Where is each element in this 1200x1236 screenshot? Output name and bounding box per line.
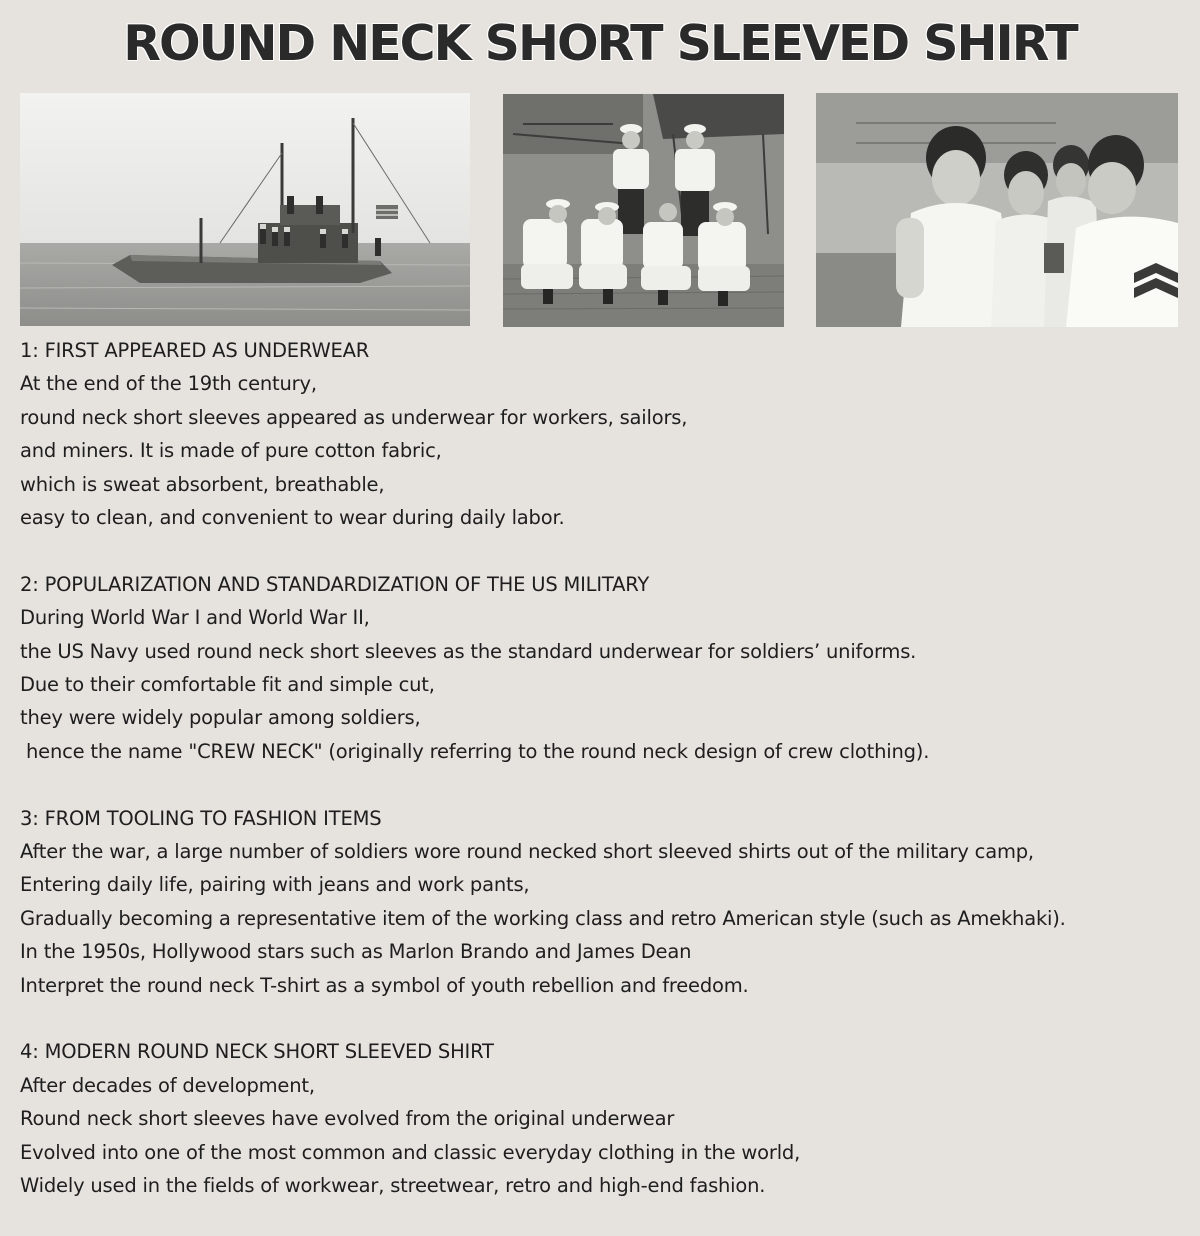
section-line: Round neck short sleeves have evolved from the original underwear (20, 1107, 675, 1131)
section-line: In the 1950s, Hollywood stars such as Marlon Brando and James Dean (20, 940, 692, 964)
section-line: After the war, a large number of soldiers wore round necked short sleeved shirts out of the military camp, (20, 840, 1034, 864)
section-heading: 3: FROM TOOLING TO FASHION ITEMS (20, 806, 382, 830)
section-line: round neck short sleeves appeared as underwear for workers, sailors, (20, 405, 688, 429)
section-line: Entering daily life, pairing with jeans and work pants, (20, 873, 530, 897)
section-line: easy to clean, and convenient to wear during daily labor. (20, 506, 565, 530)
article-body (20, 334, 1190, 1236)
injection-line-photo (816, 93, 1178, 327)
section-line: they were widely popular among soldiers, (20, 706, 421, 730)
section-line: Widely used in the fields of workwear, streetwear, retro and high-end fashion. (20, 1174, 766, 1198)
section-line: Evolved into one of the most common and classic everyday clothing in the world, (20, 1140, 801, 1164)
section-line: Gradually becoming a representative item of the working class and retro American style (such as Amekhaki). (20, 906, 1066, 930)
section-heading: 2: POPULARIZATION AND STANDARDIZATION OF THE US MILITARY (20, 572, 650, 596)
section-line: hence the name "CREW NECK" (originally referring to the round neck design of crew clothing). (20, 739, 930, 763)
section-line: Interpret the round neck T-shirt as a symbol of youth rebellion and freedom. (20, 973, 749, 997)
section-first-appeared (20, 334, 1190, 534)
section-modern-shirt (20, 1035, 1190, 1202)
section-heading: 1: FIRST APPEARED AS UNDERWEAR (20, 339, 370, 362)
page-title: ROUND NECK SHORT SLEEVED SHIRT (123, 15, 1077, 72)
section-line: the US Navy used round neck short sleeves as the standard underwear for soldiers’ uniforms. (20, 639, 917, 663)
section-tooling-to-fashion (20, 802, 1190, 1002)
sailors-group-photo (503, 94, 784, 327)
section-line: At the end of the 19th century, (20, 372, 317, 396)
section-line: During World War I and World War II, (20, 606, 370, 630)
section-line: and miners. It is made of pure cotton fabric, (20, 439, 442, 463)
section-us-military (20, 568, 1190, 768)
section-heading: 4: MODERN ROUND NECK SHORT SLEEVED SHIRT (20, 1040, 494, 1064)
section-line: After decades of development, (20, 1073, 315, 1097)
submarine-photo (20, 93, 470, 326)
section-line: Due to their comfortable fit and simple cut, (20, 673, 435, 697)
section-line: which is sweat absorbent, breathable, (20, 472, 385, 496)
